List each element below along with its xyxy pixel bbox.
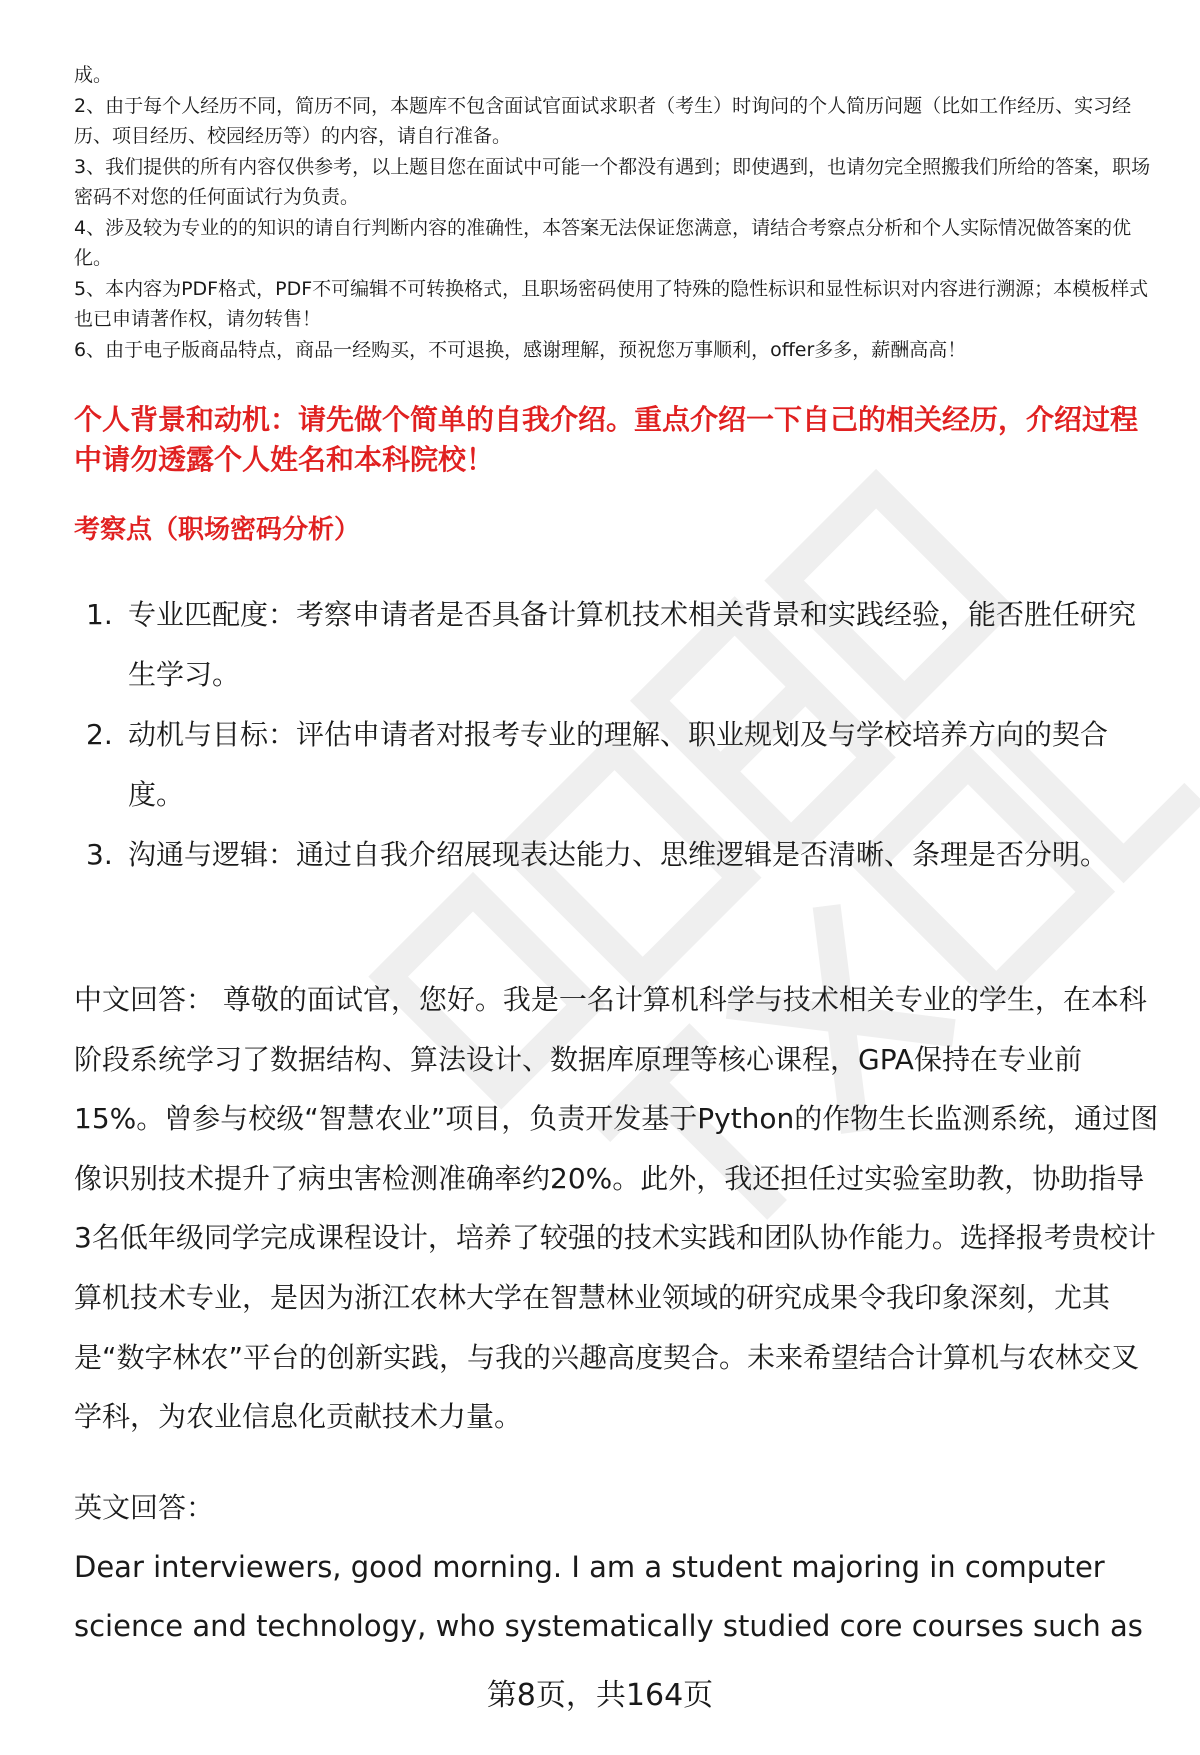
analysis-point xyxy=(86,705,1158,825)
point-text: 沟通与逻辑：通过自我介绍展现表达能力、思维逻辑是否清晰、条理是否分明。 xyxy=(128,838,1109,871)
english-answer-label: 英文回答： xyxy=(74,1491,215,1524)
notes-section xyxy=(74,60,1154,365)
english-answer-text: Dear interviewers, good morning. I am a student majoring in computer science and technology, who systematically studied core courses such as xyxy=(74,1550,1143,1643)
question-title: 个人背景和动机：请先做个简单的自我介绍。重点介绍一下自己的相关经历，介绍过程中请勿透露个人姓名和本科院校！ xyxy=(74,403,1139,476)
point-text: 动机与目标：评估申请者对报考专业的理解、职业规划及与学校培养方向的契合度。 xyxy=(128,718,1109,811)
page-footer: 第8页，共164页 xyxy=(486,1678,714,1713)
note-line: 3、我们提供的所有内容仅供参考，以上题目您在面试中可能一个都没有遇到；即使遇到，也请勿完全照搬我们所给的答案，职场密码不对您的任何面试行为负责。 xyxy=(74,155,1151,208)
note-line: 成。 xyxy=(74,64,113,86)
analysis-points xyxy=(86,585,1158,885)
analysis-point xyxy=(86,825,1158,885)
note-line: 5、本内容为PDF格式，PDF不可编辑不可转换格式，且职场密码使用了特殊的隐性标识和显性标识对内容进行溯源；本模板样式也已申请著作权，请勿转售！ xyxy=(74,277,1149,330)
note-line: 2、由于每个人经历不同，简历不同，本题库不包含面试官面试求职者（考生）时询问的个人简历问题（比如工作经历、实习经历、项目经历、校园经历等）的内容，请自行准备。 xyxy=(74,94,1132,147)
note-line: 6、由于电子版商品特点，商品一经购买，不可退换，感谢理解，预祝您万事顺利，offer多多，薪酬高高！ xyxy=(74,338,967,361)
analysis-point xyxy=(86,585,1158,705)
point-text: 专业匹配度：考察申请者是否具备计算机技术相关背景和实践经验，能否胜任研究生学习。 xyxy=(128,598,1137,691)
chinese-answer-text: 中文回答： 尊敬的面试官，您好。我是一名计算机科学与技术相关专业的学生，在本科阶段系统学习了数据结构、算法设计、数据库原理等核心课程，GPA保持在专业前15%。曾参与校级“智慧农业”项目，负责开发基于Python的作物生长监测系统，通过图像识别技术提升了病虫害检测准确率约20%。此外，我还担任过实验室助教，协助指导3名低年级同学完成课程设计，培养了较强的技术实践和团队协作能力。选择报考贵校计算机技术专业，是因为浙江农林大学在智慧林业领域的研究成果令我印象深刻，尤其是“数字林农”平台的创新实践，与我的兴趣高度契合。未来希望结合计算机与农林交叉学科，为农业信息化贡献技术力量。 xyxy=(74,983,1159,1434)
point-number: 1. xyxy=(86,598,113,631)
analysis-title: 考察点（职场密码分析） xyxy=(74,515,361,545)
chinese-answer xyxy=(74,970,1159,1447)
point-number: 2. xyxy=(86,718,113,751)
point-number: 3. xyxy=(86,838,113,871)
note-line: 4、涉及较为专业的的知识的请自行判断内容的准确性，本答案无法保证您满意，请结合考察点分析和个人实际情况做答案的优化。 xyxy=(74,216,1132,269)
